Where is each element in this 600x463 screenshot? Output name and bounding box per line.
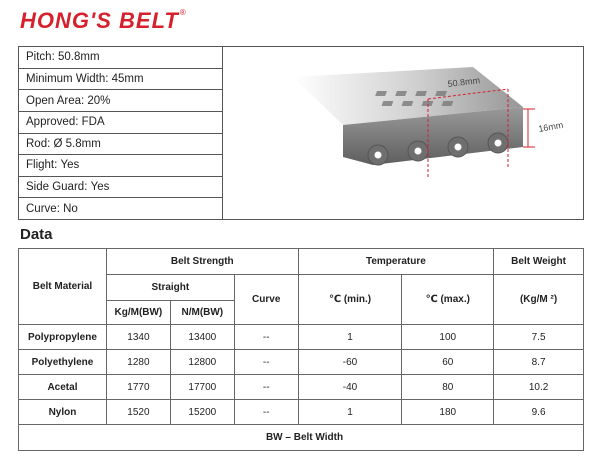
cell-material: Polyethylene <box>19 350 107 375</box>
header-belt-weight: Belt Weight <box>494 249 584 275</box>
spec-sep: : <box>105 72 109 85</box>
spec-row-rod <box>19 134 222 156</box>
spec-label: Side Guard <box>26 181 85 194</box>
cell-material: Polypropylene <box>19 325 107 350</box>
spec-row-flight <box>19 155 222 177</box>
belt-illustration <box>223 47 583 219</box>
spec-value: 50.8mm <box>57 51 100 64</box>
section-title: Data <box>20 226 53 243</box>
spec-sep: : <box>56 202 60 215</box>
cell-kg: 1340 <box>106 325 170 350</box>
cell-temp-min: 1 <box>298 400 402 425</box>
header-temp-min: ℃ (min.) <box>298 275 402 325</box>
cell-temp-max: 180 <box>402 400 494 425</box>
header-temp-max: ℃ (max.) <box>402 275 494 325</box>
belt-module-image <box>223 47 583 219</box>
cell-n: 12800 <box>170 350 234 375</box>
table-row <box>19 325 584 350</box>
logo-text: HONG'S BELT <box>20 8 179 33</box>
pitch-dimension-label: 50.8mm <box>447 75 481 89</box>
cell-n: 17700 <box>170 375 234 400</box>
spec-value: Yes <box>60 159 80 172</box>
cell-curve: -- <box>234 350 298 375</box>
spec-sep: : <box>84 181 88 194</box>
cell-kg: 1520 <box>106 400 170 425</box>
header-kg-per-m: Kg/M(BW) <box>106 301 170 325</box>
spec-value: Ø 5.8mm <box>53 137 101 150</box>
spec-sep: : <box>54 159 58 172</box>
cell-n: 15200 <box>170 400 234 425</box>
spec-label: Open Area <box>26 94 81 107</box>
spec-label: Curve <box>26 202 57 215</box>
cell-temp-min: -60 <box>298 350 402 375</box>
spec-row-curve <box>19 198 222 219</box>
header-belt-material: Belt Material <box>19 249 107 325</box>
table-row <box>19 350 584 375</box>
spec-panel <box>18 46 584 220</box>
cell-temp-max: 100 <box>402 325 494 350</box>
spec-label: Rod <box>26 137 48 150</box>
header-curve: Curve <box>234 275 298 325</box>
spec-value: Yes <box>90 181 110 194</box>
cell-curve: -- <box>234 375 298 400</box>
cell-temp-max: 60 <box>402 350 494 375</box>
cell-kg: 1770 <box>106 375 170 400</box>
cell-curve: -- <box>234 400 298 425</box>
table-footnote: BW – Belt Width <box>19 425 584 451</box>
brand-logo <box>20 8 186 34</box>
spec-row-approved <box>19 112 222 134</box>
height-dimension-label: 16mm <box>537 119 564 134</box>
spec-row-open-area <box>19 90 222 112</box>
spec-row-min-width <box>19 69 222 91</box>
header-straight: Straight <box>106 275 234 301</box>
cell-temp-max: 80 <box>402 375 494 400</box>
spec-row-pitch <box>19 47 222 69</box>
cell-weight: 9.6 <box>494 400 584 425</box>
header-temperature: Temperature <box>298 249 494 275</box>
cell-material: Acetal <box>19 375 107 400</box>
data-table <box>18 248 584 451</box>
spec-label: Pitch <box>26 51 52 64</box>
spec-sep: : <box>47 137 51 150</box>
spec-row-side-guard <box>19 177 222 199</box>
spec-sep: : <box>75 116 79 129</box>
cell-weight: 8.7 <box>494 350 584 375</box>
spec-value: 45mm <box>111 72 144 85</box>
spec-label: Approved <box>26 116 76 129</box>
spec-label: Flight <box>26 159 55 172</box>
spec-sep: : <box>80 94 85 107</box>
spec-label: Minimum Width <box>26 72 106 85</box>
spec-value: FDA <box>81 116 105 129</box>
cell-weight: 10.2 <box>494 375 584 400</box>
cell-weight: 7.5 <box>494 325 584 350</box>
header-belt-strength: Belt Strength <box>106 249 298 275</box>
spec-value: No <box>63 202 78 215</box>
registered-mark: ® <box>179 8 186 17</box>
header-n-per-m: N/M(BW) <box>170 301 234 325</box>
spec-list <box>19 47 223 219</box>
cell-curve: -- <box>234 325 298 350</box>
spec-value: 20% <box>87 94 111 107</box>
header-weight-unit: (Kg/M ²) <box>494 275 584 325</box>
table-row <box>19 400 584 425</box>
cell-material: Nylon <box>19 400 107 425</box>
table-row <box>19 375 584 400</box>
spec-sep: : <box>51 51 55 64</box>
cell-temp-min: 1 <box>298 325 402 350</box>
cell-n: 13400 <box>170 325 234 350</box>
cell-temp-min: -40 <box>298 375 402 400</box>
cell-kg: 1280 <box>106 350 170 375</box>
